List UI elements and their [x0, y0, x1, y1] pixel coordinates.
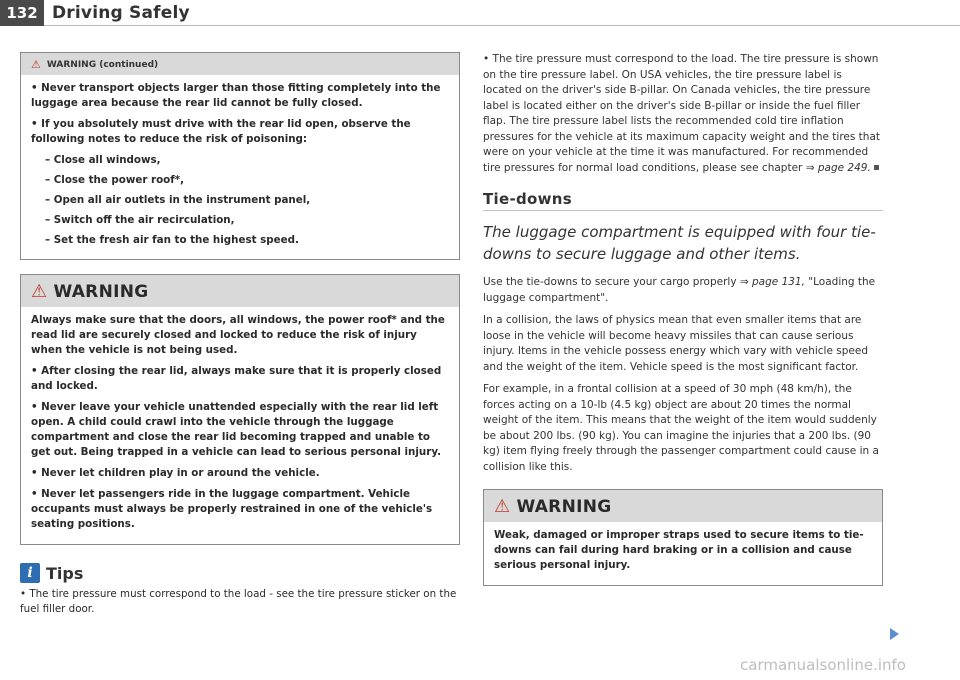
page-reference-link[interactable]: ⇒ page 131, [739, 276, 805, 288]
warning-paragraph: • After closing the rear lid, always make sure that it is properly closed and locked. [31, 365, 442, 392]
warning-paragraph: • Never transport objects larger than those fitting completely into the luggage area because the rear lid cannot be fully closed. [31, 82, 441, 109]
page-reference-link[interactable]: ⇒ page 249. [805, 161, 871, 174]
watermark: carmanualsonline.info [740, 656, 906, 674]
warning-continued-body [21, 75, 459, 259]
tips-title: Tips [46, 563, 84, 583]
warning-header [21, 275, 459, 307]
warning-paragraph: Always make sure that the doors, all windows, the power roof* and the read lid are securely closed and locked to reduce the risk of injury when the vehicle is not being used. [31, 314, 445, 356]
warning-continued-header [21, 53, 459, 75]
warning-box [20, 274, 460, 545]
section-lead: The luggage compartment is equipped with four tie-downs to secure luggage and other items. [483, 223, 876, 263]
warning-continued-box [20, 52, 460, 260]
warning-paragraph: Weak, damaged or improper straps used to secure items to tie-downs can fail during hard braking or in a collision and cause serious personal injury. [494, 529, 864, 571]
body-text: "Loading the luggage compartment". [483, 276, 876, 304]
section-rule [483, 210, 883, 211]
page-number: 132 [0, 0, 44, 26]
warning-sub-item: – Set the fresh air fan to the highest speed. [45, 234, 299, 246]
warning-paragraph: • Never let passengers ride in the luggage compartment. Vehicle occupants must always be properly restrained in one of the vehicle's seating positions. [31, 488, 433, 530]
info-icon: i [20, 563, 40, 583]
warning-continued-label: WARNING (continued) [46, 59, 159, 70]
warning-header [484, 490, 882, 522]
tips-body: • The tire pressure must correspond to the load - see the tire pressure sticker on the fuel filler door. [20, 588, 457, 615]
body-paragraph: In a collision, the laws of physics mean that even smaller items that are loose in the vehicle will become heavy missiles that can cause serious injury. Items in the vehicle possess energy which vary with vehicle speed and the weight of the item. Vehicle speed is the most significant factor. [483, 314, 868, 373]
continue-arrow-icon [890, 628, 899, 640]
body-paragraph [483, 275, 883, 306]
end-of-section-mark [874, 165, 879, 170]
body-paragraph: For example, in a frontal collision at a speed of 30 mph (48 km/h), the forces acting on a 10-lb (4.5 kg) object are about 20 times the normal weight of the item. This means that the weight of the item would suddenly be about 200 lbs. (90 kg). You can imagine the injuries that a 200 lbs. (90 kg) item flying freely through the passenger compartment could cause in a collision like this. [483, 383, 879, 473]
right-column [483, 52, 883, 600]
warning-label: WARNING [53, 281, 149, 302]
warning-body [484, 522, 882, 585]
tire-pressure-paragraph [483, 52, 883, 176]
warning-triangle-icon: ⚠ [494, 496, 511, 517]
warning-sub-item: – Close all windows, [45, 154, 161, 166]
section-title: Tie-downs [483, 190, 572, 208]
warning-sub-item: – Open all air outlets in the instrument panel, [45, 194, 311, 206]
body-text: Use the tie-downs to secure your cargo properly [483, 276, 737, 288]
tie-down-warning-box [483, 489, 883, 586]
warning-triangle-icon: ⚠ [31, 281, 48, 302]
warning-sub-item: – Switch off the air recirculation, [45, 214, 235, 226]
warning-body [21, 307, 459, 544]
tips-header [20, 563, 460, 583]
warning-triangle-icon: ⚠ [31, 58, 41, 71]
warning-sub-item: – Close the power roof*, [45, 174, 185, 186]
warning-paragraph: • Never leave your vehicle unattended especially with the rear lid left open. A child could crawl into the vehicle through the luggage compartment and close the rear lid becoming trapped and unable to get out. Being trapped in a vehicle can lead to serious personal injury. [31, 401, 442, 458]
page-header [0, 0, 960, 30]
warning-paragraph: • Never let children play in or around the vehicle. [31, 467, 320, 479]
header-rule [44, 25, 960, 26]
warning-paragraph: • If you absolutely must drive with the rear lid open, observe the following notes to reduce the risk of poisoning: [31, 118, 411, 145]
tire-pressure-text: • The tire pressure must correspond to the load. The tire pressure is shown on the tire pressure label. On USA vehicles, the tire pressure label is located on the driver's side B-pillar. On Canada vehicles, the tire pressure label is located either on the driver's side B-pillar or inside the fuel filler flap. The tire pressure label lists the recommended cold tire inflation pressures for the vehicle at its maximum capacity weight and the tires that were on your vehicle at the time it was manufactured. For recommended tire pressures for normal load conditions, please see chapter [483, 53, 880, 174]
warning-label: WARNING [516, 496, 612, 517]
left-column [20, 52, 460, 617]
chapter-title: Driving Safely [52, 3, 190, 23]
